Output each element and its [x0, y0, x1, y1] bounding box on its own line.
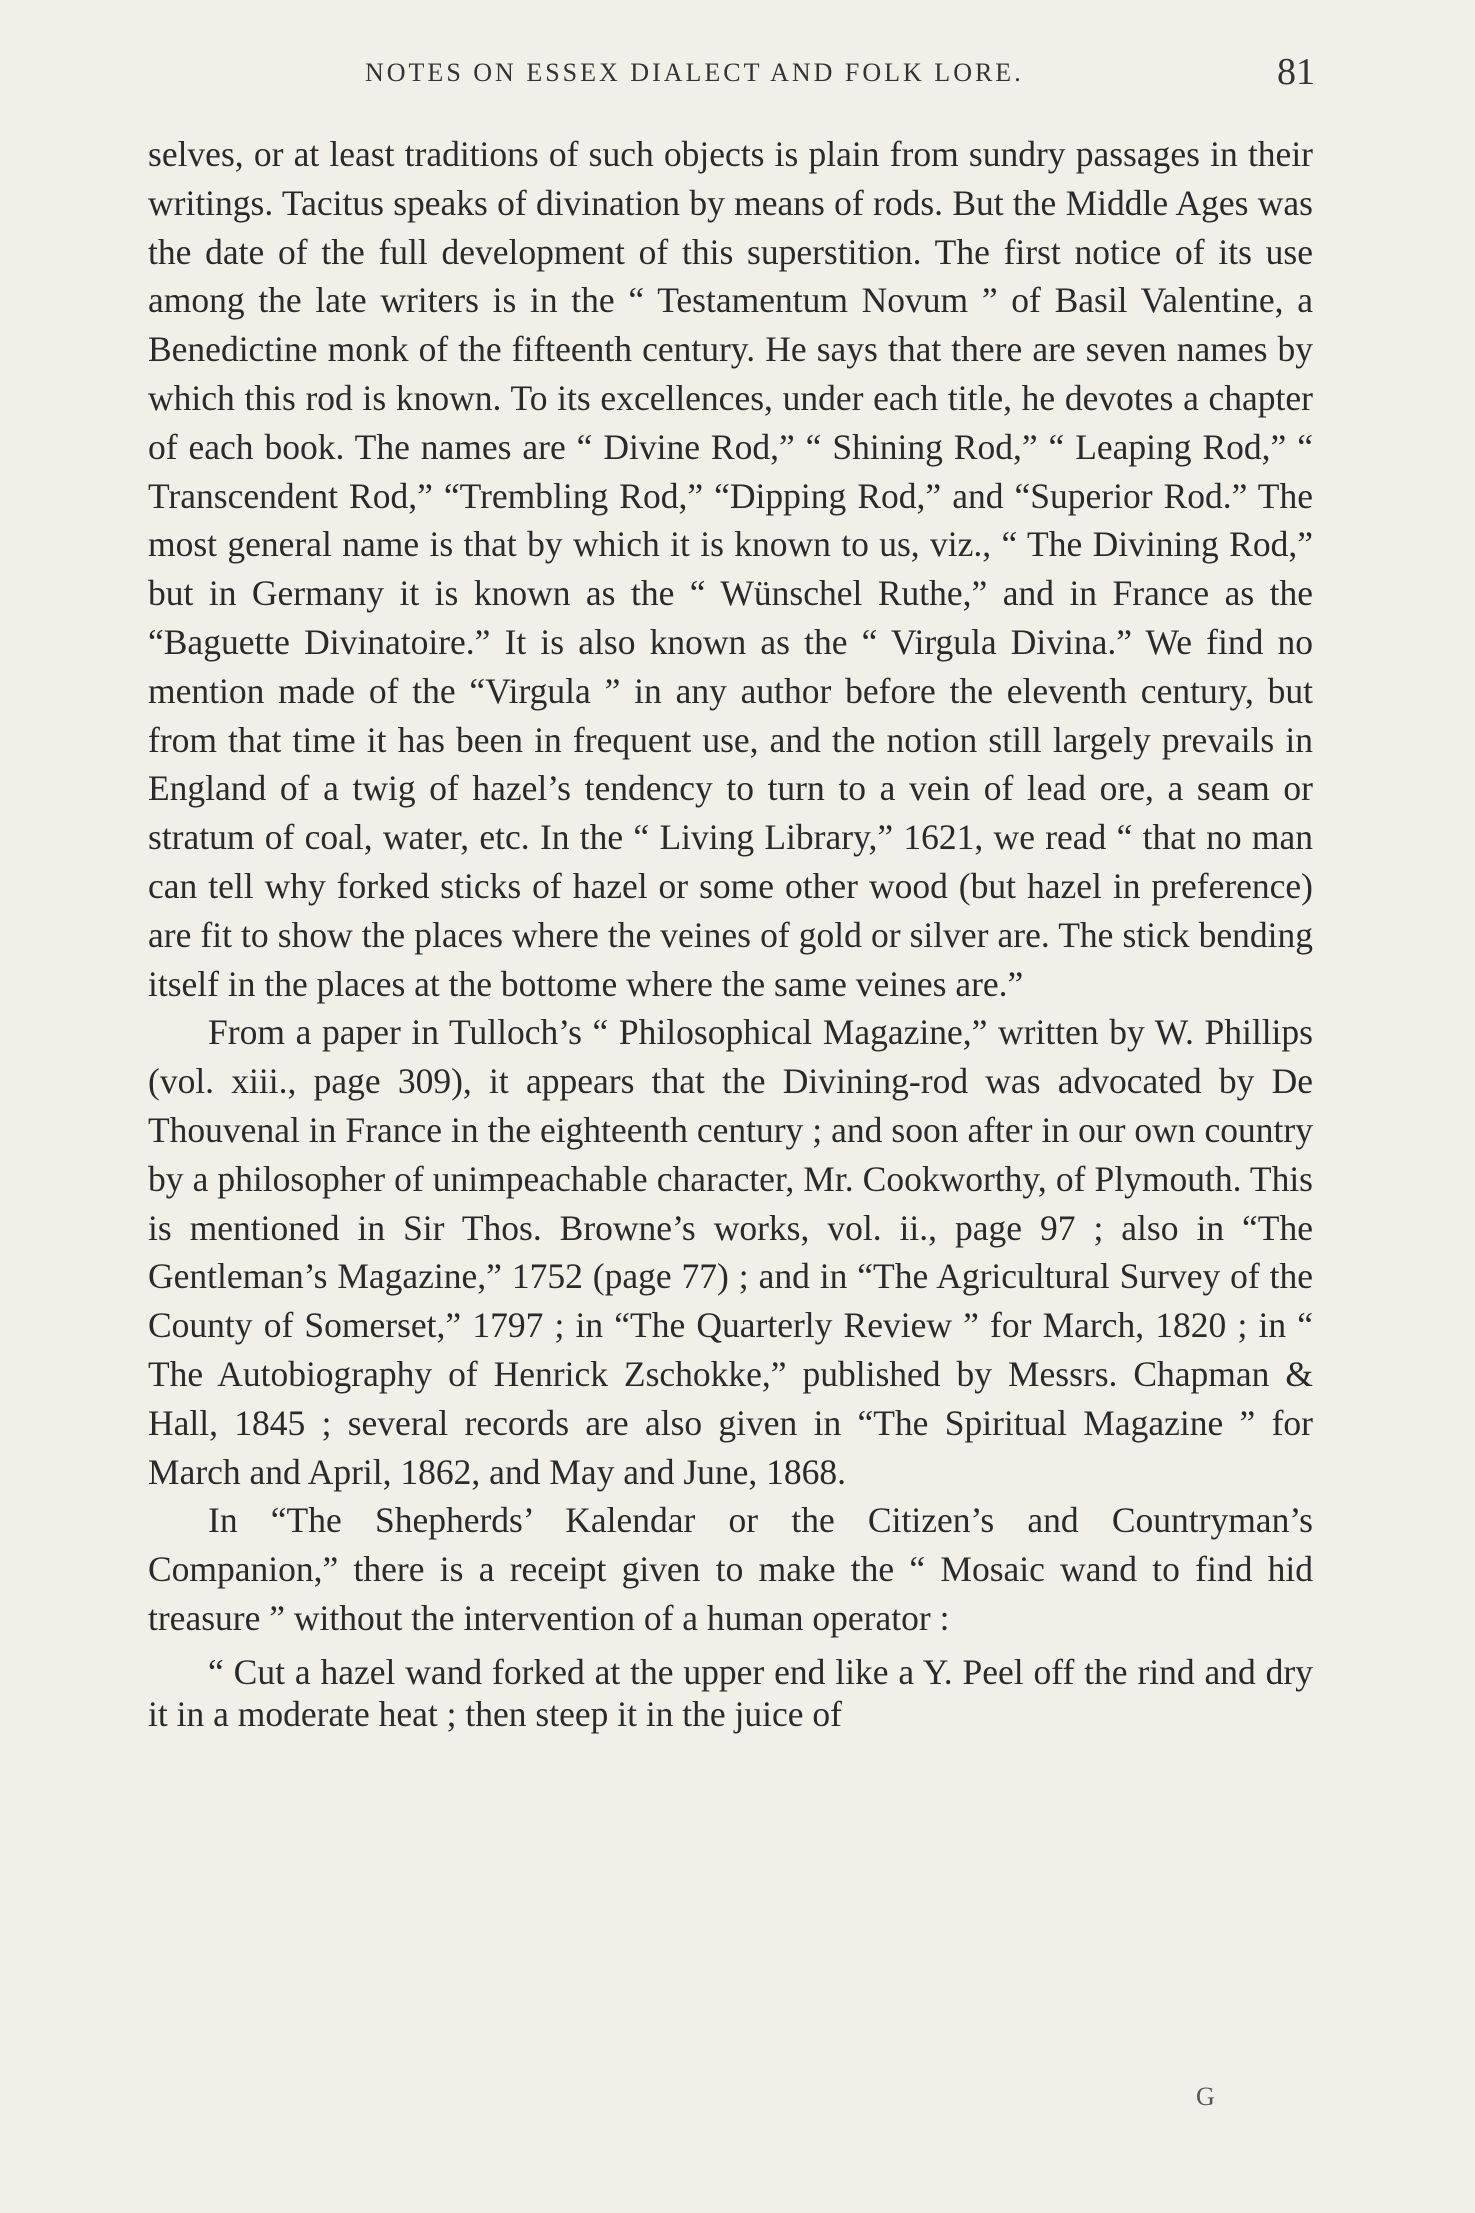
page-body — [148, 130, 1313, 1735]
running-title: NOTES ON ESSEX DIALECT AND FOLK LORE. — [365, 58, 1024, 87]
page-header — [145, 52, 1315, 112]
page-number: 81 — [1277, 51, 1315, 93]
paragraph-continued: selves, or at least traditions of such objects is plain from sundry passages in their writings. Tacitus speaks of divination by means of rods. But the Middle Ages was the date of the full development of this superstition. The first notice of its use among the late writers is in the “ Testamentum Novum ” of Basil Valentine, a Benedictine monk of the fifteenth century. He says that there are seven names by which this rod is known. To its excellences, under each title, he devotes a chapter of each book. The names are “ Divine Rod,” “ Shining Rod,” “ Leaping Rod,” “ Transcendent Rod,” “Trembling Rod,” “Dipping Rod,” and “Superior Rod.” The most general name is that by which it is known to us, viz., “ The Divining Rod,” but in Germany it is known as the “ Wünschel Ruthe,” and in France as the “Baguette Divinatoire.” It is also known as the “ Virgula Divina.” We find no mention made of the “Virgula ” in any author before the eleventh century, but from that time it has been in frequent use, and the notion still largely prevails in England of a twig of hazel’s tendency to turn to a vein of lead ore, a seam or stratum of coal, water, etc. In the “ Living Library,” 1621, we read “ that no man can tell why forked sticks of hazel or some other wood (but hazel in preference) are fit to show the places where the veines of gold or silver are. The stick bending itself in the places at the bottome where the same veines are.” — [148, 134, 1313, 1004]
paragraph-shepherds-kalendar: In “The Shepherds’ Kalendar or the Citizen’s and Countryman’s Companion,” there is a receipt given to make the “ Mosaic wand to find hid treasure ” without the intervention of a human operator : — [148, 1500, 1313, 1638]
paragraph-quoted-receipt: “ Cut a hazel wand forked at the upper end like a Y. Peel off the rind and dry it in a moderate heat ; then steep it in the juice of — [148, 1651, 1313, 1734]
signature-mark: G — [1196, 2082, 1216, 2111]
paragraph-divining-rod-history: From a paper in Tulloch’s “ Philosophical Magazine,” written by W. Phillips (vol. xiii., page 309), it appears that the Divining-rod was advocated by De Thouvenal in France in the eighteenth century ; and soon after in our own country by a philosopher of unimpeachable character, Mr. Cookworthy, of Plymouth. This is mentioned in Sir Thos. Browne’s works, vol. ii., page 97 ; also in “The Gentleman’s Magazine,” 1752 (page 77) ; and in “The Agricultural Survey of the County of Somerset,” 1797 ; in “The Quarterly Review ” for March, 1820 ; in “ The Autobiography of Henrick Zschokke,” published by Messrs. Chapman & Hall, 1845 ; several records are also given in “The Spiritual Magazine ” for March and April, 1862, and May and June, 1868. — [148, 1012, 1313, 1492]
